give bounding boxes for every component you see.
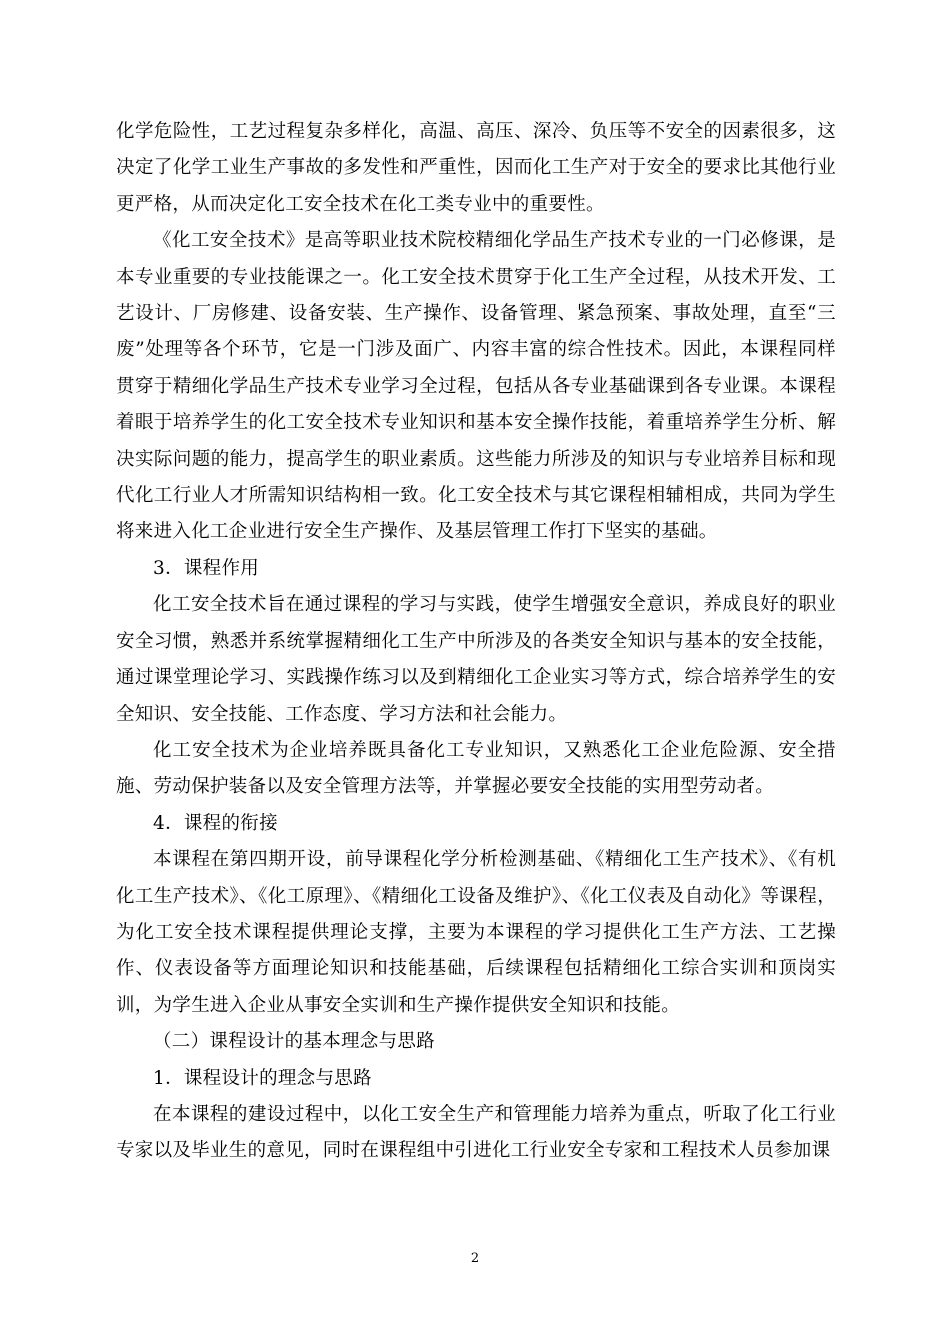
paragraph-enterprise-training: 化工安全技术为企业培养既具备化工专业知识，又熟悉化工企业危险源、安全措施、劳动保护装备以及安全管理方法等，并掌握必要安全技能的实用型劳动者。 [116,739,836,798]
paragraph-course-connection: 本课程在第四期开设，前导课程化学分析检测基础、《精细化工生产技术》、《有机化工生产技术》、《化工原理》、《精细化工设备及维护》、《化工仪表及自动化》等课程，为化工安全技术课程提供理论支撑，主要为本课程的学习提供化工生产方法、工艺操作、仪表设备等方面理论知识和技能基础，后续课程包括精细化工综合实训和顶岗实训，为学生进入企业从事安全实训和生产操作提供安全知识和技能。 [116,849,836,1016]
paragraph-continuation: 化学危险性，工艺过程复杂多样化，高温、高压、深冷、负压等不安全的因素很多，这决定了化学工业生产事故的多发性和严重性，因而化工生产对于安全的要求比其他行业更严格，从而决定化工安全技术在化工类专业中的重要性。 [116,121,836,215]
heading-design-concept: （二）课程设计的基本理念与思路 [153,1031,436,1053]
heading-course-role: 3．课程作用 [153,557,260,579]
heading-design-ideas: 1．课程设计的理念与思路 [153,1067,372,1089]
paragraph-design-ideas: 在本课程的建设过程中，以化工安全生产和管理能力培养为重点，听取了化工行业专家以及毕业生的意见，同时在课程组中引进化工行业安全专家和工程技术人员参加课 [116,1103,836,1162]
document-body [116,114,836,1170]
paragraph-course-nature: 《化工安全技术》是高等职业技术院校精细化学品生产技术专业的一门必修课，是本专业重要的专业技能课之一。化工安全技术贯穿于化工生产全过程，从技术开发、工艺设计、厂房修建、设备安装、生产操作、设备管理、紧急预案、事故处理，直至“三废”处理等各个环节，它是一门涉及面广、内容丰富的综合性技术。因此，本课程同样贯穿于精细化学品生产技术专业学习全过程，包括从各专业基础课到各专业课。本课程着眼于培养学生的化工安全技术专业知识和基本安全操作技能，着重培养学生分析、解决实际问题的能力，提高学生的职业素质。这些能力所涉及的知识与专业培养目标和现代化工行业人才所需知识结构相一致。化工安全技术与其它课程相辅相成，共同为学生将来进入化工企业进行安全生产操作、及基层管理工作打下坚实的基础。 [116,230,836,543]
paragraph-course-role: 化工安全技术旨在通过课程的学习与实践，使学生增强安全意识，养成良好的职业安全习惯，熟悉并系统掌握精细化工生产中所涉及的各类安全知识与基本的安全技能，通过课堂理论学习、实践操作练习以及到精细化工企业实习等方式，综合培养学生的安全知识、安全技能、工作态度、学习方法和社会能力。 [116,594,836,725]
heading-course-connection: 4．课程的衔接 [153,812,278,834]
page-number: 2 [470,1251,480,1266]
